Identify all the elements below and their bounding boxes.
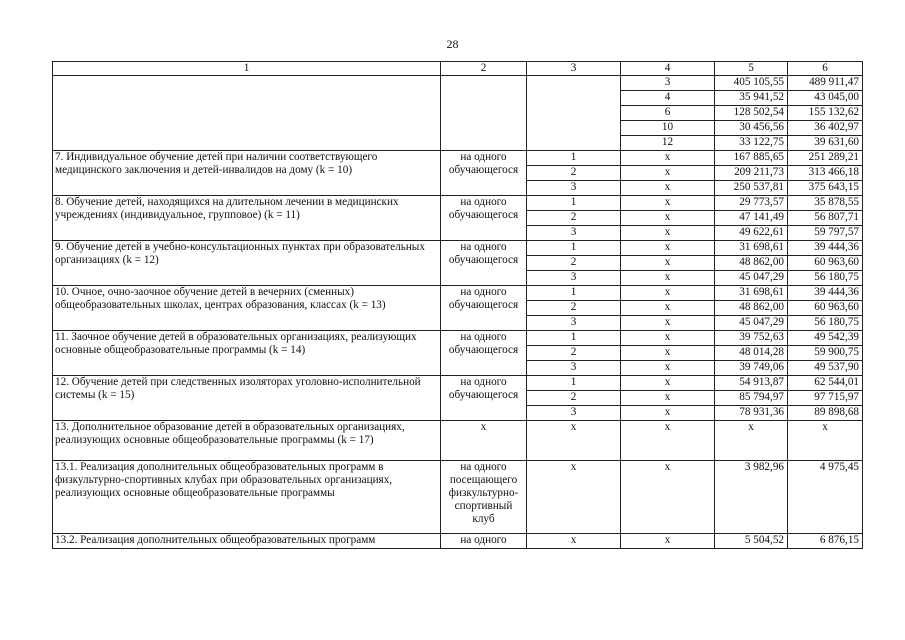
value-cell: 49 622,61	[715, 226, 788, 241]
page-number: 28	[446, 37, 459, 51]
value-cell: 85 794,97	[715, 391, 788, 406]
cell	[527, 76, 621, 151]
cell: х	[621, 226, 715, 241]
cell: х	[621, 181, 715, 196]
cell: х	[621, 391, 715, 406]
cell: х	[621, 316, 715, 331]
table-row	[53, 76, 863, 91]
column-header: 6	[788, 62, 863, 76]
column-header: 2	[441, 62, 527, 76]
cell: 2	[527, 166, 621, 181]
value-cell: 155 132,62	[788, 106, 863, 121]
cell: х	[441, 421, 527, 461]
table-row	[53, 241, 863, 256]
value-cell: 6 876,15	[788, 534, 863, 549]
cell: х	[621, 376, 715, 391]
cell: х	[621, 361, 715, 376]
value-cell: 209 211,73	[715, 166, 788, 181]
section-name-cell: 13. Дополнительное образование детей в образовательных организациях, реализующих основные общеобразовательные программы (k = 17)	[53, 421, 441, 461]
name-cell	[53, 76, 441, 151]
table-row	[53, 461, 863, 534]
section-name-cell: 12. Обучение детей при следственных изоляторах уголовно-исполнительной системы (k = 15)	[53, 376, 441, 421]
cell: х	[621, 331, 715, 346]
value-cell: 54 913,87	[715, 376, 788, 391]
unit-cell: на одного	[441, 534, 527, 549]
value-cell: 43 045,00	[788, 91, 863, 106]
value-cell: 59 900,75	[788, 346, 863, 361]
cell: х	[621, 241, 715, 256]
cell: х	[527, 461, 621, 534]
cell: 1	[527, 286, 621, 301]
cell: 3	[527, 361, 621, 376]
value-cell: 45 047,29	[715, 316, 788, 331]
cell: 3	[621, 76, 715, 91]
value-cell: 35 941,52	[715, 91, 788, 106]
cell: х	[621, 421, 715, 461]
value-cell: 60 963,60	[788, 301, 863, 316]
unit-cell: на одного обучающегося	[441, 241, 527, 286]
value-cell: 405 105,55	[715, 76, 788, 91]
unit-cell: на одного обучающегося	[441, 376, 527, 421]
section-name-cell: 7. Индивидуальное обучение детей при наличии соответствующего медицинского заключения и детей-инвалидов на дому (k = 10)	[53, 151, 441, 196]
value-cell: 251 289,21	[788, 151, 863, 166]
cell: 2	[527, 391, 621, 406]
value-cell: 56 180,75	[788, 316, 863, 331]
section-name-cell: 9. Обучение детей в учебно-консультационных пунктах при образовательных организациях (k = 12)	[53, 241, 441, 286]
unit-cell: на одного обучающегося	[441, 286, 527, 331]
value-cell: 49 537,90	[788, 361, 863, 376]
table-body	[53, 62, 863, 549]
cell: х	[621, 286, 715, 301]
value-cell: 62 544,01	[788, 376, 863, 391]
cell: 2	[527, 256, 621, 271]
value-cell: 31 698,61	[715, 241, 788, 256]
cell: 2	[527, 346, 621, 361]
value-cell: 167 885,65	[715, 151, 788, 166]
value-cell: 48 862,00	[715, 256, 788, 271]
cell: 1	[527, 196, 621, 211]
cell: 3	[527, 406, 621, 421]
cell: х	[621, 534, 715, 549]
value-cell: 48 014,28	[715, 346, 788, 361]
cell: 6	[621, 106, 715, 121]
column-header: 3	[527, 62, 621, 76]
table-row	[53, 534, 863, 549]
section-name-cell: 13.1. Реализация дополнительных общеобразовательных программ в физкультурно-спортивных клубах при образовательных организациях, реализующих основные общеобразовательные программы	[53, 461, 441, 534]
cell: х	[788, 421, 863, 461]
table-row	[53, 421, 863, 461]
value-cell: 45 047,29	[715, 271, 788, 286]
value-cell: 39 444,36	[788, 286, 863, 301]
cell: х	[621, 271, 715, 286]
cell: х	[621, 301, 715, 316]
cell: 12	[621, 136, 715, 151]
cell: х	[527, 421, 621, 461]
cell: 1	[527, 331, 621, 346]
value-cell: 48 862,00	[715, 301, 788, 316]
cell: 3	[527, 226, 621, 241]
value-cell: 56 807,71	[788, 211, 863, 226]
section-name-cell: 13.2. Реализация дополнительных общеобразовательных программ	[53, 534, 441, 549]
cell: х	[621, 166, 715, 181]
cell: х	[715, 421, 788, 461]
table-row	[53, 376, 863, 391]
value-cell: 4 975,45	[788, 461, 863, 534]
table-row	[53, 196, 863, 211]
section-name-cell: 8. Обучение детей, находящихся на длительном лечении в медицинских учреждениях (индивидуальное, групповое) (k = 11)	[53, 196, 441, 241]
value-cell: 5 504,52	[715, 534, 788, 549]
value-cell: 39 752,63	[715, 331, 788, 346]
value-cell: 49 542,39	[788, 331, 863, 346]
cell: 2	[527, 211, 621, 226]
value-cell: 89 898,68	[788, 406, 863, 421]
cell: х	[621, 211, 715, 226]
column-header: 5	[715, 62, 788, 76]
value-cell: 39 631,60	[788, 136, 863, 151]
value-cell: 35 878,55	[788, 196, 863, 211]
value-cell: 31 698,61	[715, 286, 788, 301]
section-name-cell: 10. Очное, очно-заочное обучение детей в вечерних (сменных) общеобразовательных школах, центрах образования, классах (k = 13)	[53, 286, 441, 331]
unit-cell: на одного посещающего физкультурно-спортивный клуб	[441, 461, 527, 534]
value-cell: 47 141,49	[715, 211, 788, 226]
cost-table	[52, 61, 863, 549]
cell: 3	[527, 181, 621, 196]
value-cell: 30 456,56	[715, 121, 788, 136]
cell: 1	[527, 151, 621, 166]
cell: 2	[527, 301, 621, 316]
table-row	[53, 286, 863, 301]
value-cell: 375 643,15	[788, 181, 863, 196]
unit-cell: на одного обучающегося	[441, 151, 527, 196]
value-cell: 97 715,97	[788, 391, 863, 406]
value-cell: 489 911,47	[788, 76, 863, 91]
cell: 3	[527, 316, 621, 331]
cell: 1	[527, 376, 621, 391]
value-cell: 36 402,97	[788, 121, 863, 136]
table-row	[53, 151, 863, 166]
unit-cell: на одного обучающегося	[441, 331, 527, 376]
cell: х	[621, 406, 715, 421]
value-cell: 39 749,06	[715, 361, 788, 376]
value-cell: 29 773,57	[715, 196, 788, 211]
unit-cell	[441, 76, 527, 151]
value-cell: 39 444,36	[788, 241, 863, 256]
cell: 10	[621, 121, 715, 136]
cell: х	[621, 256, 715, 271]
section-name-cell: 11. Заочное обучение детей в образовательных организациях, реализующих основные общеобразовательные программы (k = 14)	[53, 331, 441, 376]
value-cell: 128 502,54	[715, 106, 788, 121]
cell: х	[621, 151, 715, 166]
value-cell: 313 466,18	[788, 166, 863, 181]
value-cell: 78 931,36	[715, 406, 788, 421]
value-cell: 250 537,81	[715, 181, 788, 196]
cell: х	[527, 534, 621, 549]
value-cell: 59 797,57	[788, 226, 863, 241]
cell: 4	[621, 91, 715, 106]
value-cell: 33 122,75	[715, 136, 788, 151]
cell: х	[621, 196, 715, 211]
cell: х	[621, 346, 715, 361]
table-row	[53, 331, 863, 346]
value-cell: 56 180,75	[788, 271, 863, 286]
value-cell: 3 982,96	[715, 461, 788, 534]
column-number-row	[53, 62, 863, 76]
cell: х	[621, 461, 715, 534]
value-cell: 60 963,60	[788, 256, 863, 271]
cell: 3	[527, 271, 621, 286]
cell: 1	[527, 241, 621, 256]
column-header: 1	[53, 62, 441, 76]
column-header: 4	[621, 62, 715, 76]
unit-cell: на одного обучающегося	[441, 196, 527, 241]
